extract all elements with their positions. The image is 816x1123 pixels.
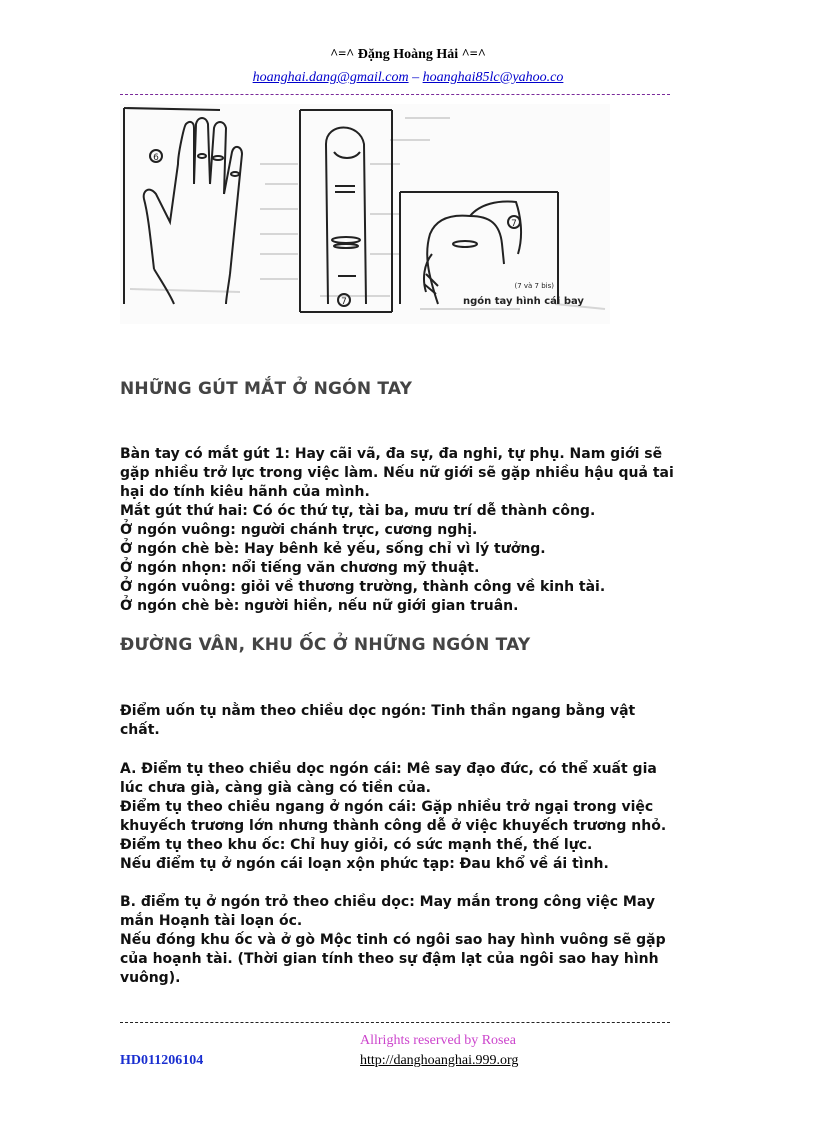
figure-label-7b: 7 <box>511 219 517 229</box>
text-line: Ở ngón chè bè: Hay bênh kẻ yếu, sống chỉ vì lý tưởng. <box>120 541 546 557</box>
text-line: Điểm tụ theo chiều ngang ở ngón cái: Gặp nhiều trở ngại trong việc <box>120 799 654 815</box>
text-line: Ở ngón chè bè: người hiền, nếu nữ giới gian truân. <box>120 598 519 614</box>
header-divider <box>120 94 670 95</box>
text-line: vuông). <box>120 970 181 986</box>
section-knots-body <box>120 445 710 616</box>
author-name: ^=^ Đặng Hoàng Hải ^=^ <box>330 47 486 62</box>
text-line: B. điểm tụ ở ngón trỏ theo chiều dọc: May mắn trong công việc May <box>120 894 656 910</box>
text-line: gặp nhiều trở lực trong việc làm. Nếu nữ giới sẽ gặp nhiều hậu quả tai <box>120 465 674 481</box>
text-line: Ở ngón vuông: giỏi về thương trường, thành công về kinh tài. <box>120 579 606 595</box>
email-link-gmail[interactable]: hoanghai.dang@gmail.com <box>252 70 409 85</box>
text-line: Ở ngón nhọn: nổi tiếng văn chương mỹ thuật. <box>120 560 480 576</box>
figure-size-note: (7 và 7 bis) <box>514 282 554 290</box>
footer-divider <box>120 1022 670 1023</box>
figure-caption: ngón tay hình cái bay <box>463 296 584 307</box>
text-line: Điểm tụ theo khu ốc: Chỉ huy giỏi, có sức mạnh thế, thế lực. <box>120 837 593 853</box>
text-line: lúc chưa già, càng già càng có tiền của. <box>120 780 431 796</box>
text-line: Điểm uốn tụ nằm theo chiều dọc ngón: Tinh thần ngang bằng vật <box>120 703 636 719</box>
text-line: hại do tính kiêu hãnh của mình. <box>120 484 370 500</box>
text-line: A. Điểm tụ theo chiều dọc ngón cái: Mê say đạo đức, có thể xuất gia <box>120 761 657 777</box>
finger-illustrations <box>120 104 610 324</box>
section-title-knots: NHỮNG GÚT MẮT Ở NGÓN TAY <box>120 379 413 399</box>
email-separator: – <box>408 70 423 85</box>
section-fingerprints-part-b <box>120 893 710 988</box>
figure-label-6: 6 <box>153 153 159 163</box>
author-emails <box>0 70 816 86</box>
text-line: mắn Hoạnh tài loạn óc. <box>120 913 303 929</box>
section-fingerprints-intro <box>120 702 710 740</box>
text-line: Nếu điểm tụ ở ngón cái loạn xộn phức tạp: Đau khổ về ái tình. <box>120 856 609 872</box>
text-line: chất. <box>120 722 160 738</box>
section-title-fingerprints: ĐƯỜNG VÂN, KHU ỐC Ở NHỮNG NGÓN TAY <box>120 635 531 655</box>
text-line: Mắt gút thứ hai: Có óc thứ tự, tài ba, mưu trí dễ thành công. <box>120 503 596 519</box>
figure-label-7a: 7 <box>341 297 347 307</box>
footer-document-code: HD011206104 <box>120 1053 204 1068</box>
section-fingerprints-part-a <box>120 760 710 874</box>
footer-rights: Allrights reserved by Rosea <box>360 1033 516 1048</box>
text-line: Nếu đóng khu ốc và ở gò Mộc tinh có ngôi sao hay hình vuông sẽ gặp <box>120 932 666 948</box>
text-line: của hoạnh tài. (Thời gian tính theo sự đậm lạt của ngôi sao hay hình <box>120 951 659 967</box>
text-line: khuyếch trương lớn nhưng thành công dễ ở việc khuyếch trương nhỏ. <box>120 818 667 834</box>
footer-website-link[interactable]: http://danghoanghai.999.org <box>360 1053 519 1068</box>
text-line: Bàn tay có mắt gút 1: Hay cãi vã, đa sự, đa nghi, tự phụ. Nam giới sẽ <box>120 446 663 462</box>
email-link-yahoo[interactable]: hoanghai85lc@yahoo.co <box>422 70 564 85</box>
text-line: Ở ngón vuông: người chánh trực, cương nghị. <box>120 522 478 538</box>
